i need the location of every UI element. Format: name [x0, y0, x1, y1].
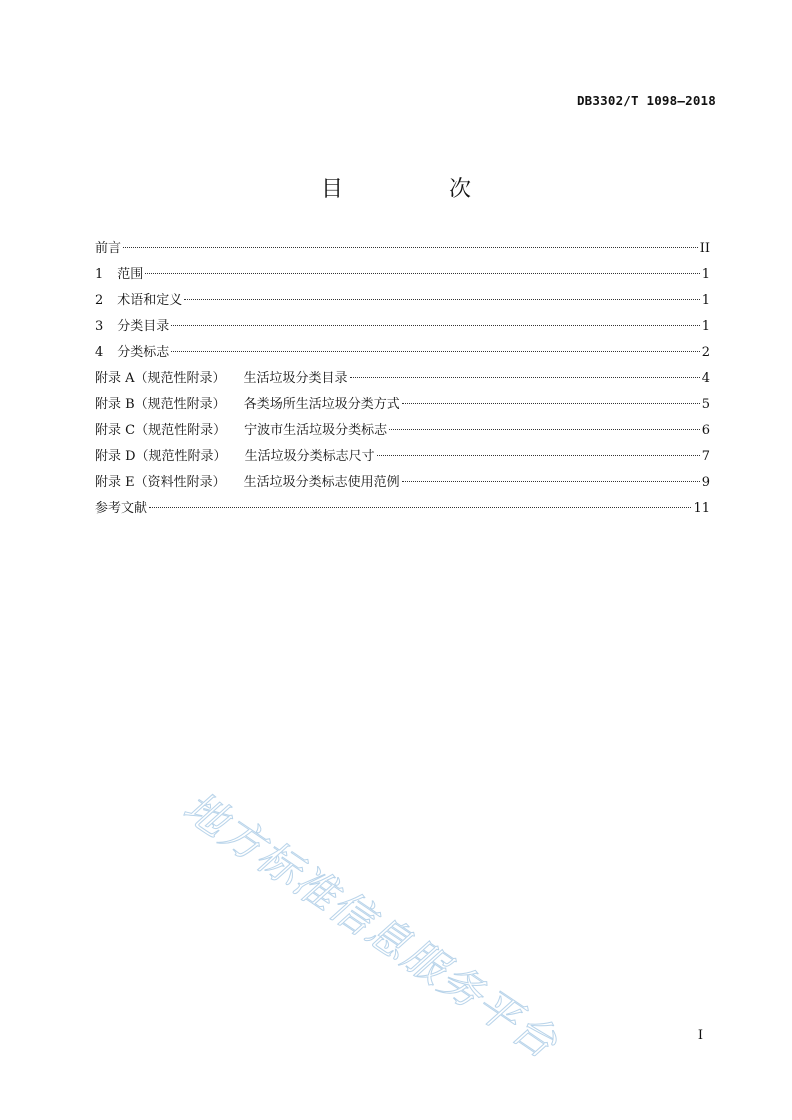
toc-page-number: 4 — [701, 371, 710, 386]
toc-page-number: 1 — [701, 319, 710, 334]
toc-page-number: 5 — [701, 397, 710, 412]
toc-label: 各类场所生活垃圾分类方式 — [243, 397, 400, 412]
toc-number: 1 — [95, 267, 104, 282]
toc-label: 生活垃圾分类目录 — [243, 371, 348, 386]
toc-label: 生活垃圾分类标志尺寸 — [244, 449, 375, 464]
toc-label: 前言 — [95, 241, 122, 256]
toc-number: 附录 D（规范性附录） — [95, 449, 227, 464]
toc-page-number: 11 — [693, 501, 710, 516]
toc-page-number: II — [699, 241, 710, 256]
document-code: DB3302/T 1098—2018 — [576, 93, 716, 108]
dot-leader — [171, 325, 699, 326]
page-title: 目 次 — [320, 177, 513, 202]
toc-number: 附录 E（资料性附录） — [95, 475, 226, 490]
toc-entry-appendix-b[interactable] — [95, 392, 710, 418]
toc-page-number: 6 — [701, 423, 710, 438]
toc-page-number: 1 — [701, 267, 710, 282]
toc-entry-foreword[interactable] — [95, 236, 710, 262]
toc-number: 附录 C（规范性附录） — [95, 423, 227, 438]
toc-label: 分类标志 — [117, 345, 170, 360]
toc-entry-appendix-a[interactable] — [95, 366, 710, 392]
toc-number: 4 — [95, 345, 104, 360]
dot-leader — [402, 403, 700, 404]
page-number: I — [697, 1028, 703, 1043]
toc-number: 附录 A（规范性附录） — [95, 371, 226, 386]
toc-label: 术语和定义 — [117, 293, 183, 308]
toc-entry-appendix-d[interactable] — [95, 444, 710, 470]
toc-page-number: 1 — [701, 293, 710, 308]
toc-page-number: 9 — [701, 475, 710, 490]
dot-leader — [377, 455, 700, 456]
toc-label: 范围 — [117, 267, 144, 282]
toc-entry-appendix-c[interactable] — [95, 418, 710, 444]
toc-page-number: 7 — [701, 449, 710, 464]
toc-number: 3 — [95, 319, 104, 334]
toc-label: 生活垃圾分类标志使用范例 — [243, 475, 400, 490]
dot-leader — [145, 273, 699, 274]
dot-leader — [184, 299, 699, 300]
toc-entry-catalog[interactable] — [95, 314, 710, 340]
toc-entry-terms[interactable] — [95, 288, 710, 314]
toc-label: 分类目录 — [117, 319, 170, 334]
toc-entry-references[interactable] — [95, 496, 710, 522]
dot-leader — [171, 351, 699, 352]
toc-entry-scope[interactable] — [95, 262, 710, 288]
toc-entry-appendix-e[interactable] — [95, 470, 710, 496]
toc-number: 附录 B（规范性附录） — [95, 397, 226, 412]
toc-label: 参考文献 — [95, 501, 148, 516]
dot-leader — [350, 377, 700, 378]
dot-leader — [389, 429, 700, 430]
toc-label: 宁波市生活垃圾分类标志 — [244, 423, 388, 438]
toc-number: 2 — [95, 293, 104, 308]
watermark: 地方标准信息服务平台 — [174, 781, 568, 1069]
dot-leader — [123, 247, 698, 248]
dot-leader — [149, 507, 691, 508]
toc-page-number: 2 — [701, 345, 710, 360]
table-of-contents — [95, 236, 710, 522]
toc-entry-signs[interactable] — [95, 340, 710, 366]
dot-leader — [402, 481, 700, 482]
